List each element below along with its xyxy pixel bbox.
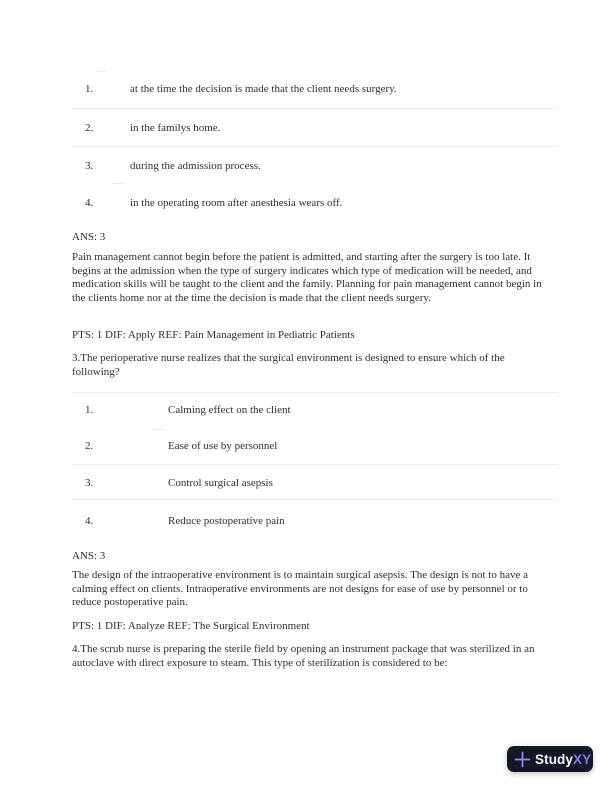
question-text: 3.The perioperative nurse realizes that the surgical environment is designed to ensure which of the following?: [72, 352, 505, 378]
option-number: 2.: [85, 440, 94, 452]
table-border-artifact: [112, 183, 124, 184]
option-text: Control surgical asepsis: [168, 477, 273, 489]
option-text: Ease of use by personnel: [168, 440, 278, 452]
row-divider: [72, 108, 558, 109]
option-number: 3.: [85, 160, 94, 172]
table-border-artifact: [152, 429, 164, 430]
answer-option-row: [85, 439, 555, 453]
rationale-text: Pain management cannot begin before the patient is admitted, and starting after the surgery is too late. It begins at the admission when the type of surgery indicates which type of medication will be needed, and medication skills will be taught to the client and the family. Planning for pain management cannot begin in the clients home nor at the time the decision is made that the client needs surgery.: [72, 251, 542, 304]
answer-line: ANS: 3: [72, 231, 106, 243]
option-text: in the familys home.: [130, 122, 221, 134]
answer-option-row: [85, 159, 555, 173]
row-divider: [72, 464, 558, 465]
plus-icon: [514, 751, 531, 768]
option-number: 3.: [85, 477, 94, 489]
option-text: at the time the decision is made that the client needs surgery.: [130, 83, 397, 95]
option-number: 2.: [85, 122, 94, 134]
answer-option-row: [85, 82, 555, 96]
answer-option-row: [85, 514, 555, 528]
row-divider: [72, 392, 558, 393]
brand-study-text: Study: [535, 751, 574, 767]
answer-option-row: [85, 476, 555, 490]
table-border-artifact: [97, 71, 106, 72]
option-number: 1.: [85, 404, 94, 416]
brand-xy-text: XY: [573, 751, 592, 767]
answer-line: ANS: 3: [72, 550, 106, 562]
studyxy-watermark[interactable]: [507, 746, 593, 772]
option-text: Calming effect on the client: [168, 404, 291, 416]
rationale-text: The design of the intraoperative environment is to maintain surgical asepsis. The design is not to have a calming effect on clients. Intraoperative environments are not designs for ease of use by personnel or to reduce postoperative pain.: [72, 569, 528, 608]
option-text: during the admission process.: [130, 160, 261, 172]
row-divider: [72, 499, 558, 500]
question-meta: PTS: 1 DIF: Analyze REF: The Surgical Environment: [72, 620, 310, 632]
question-meta: PTS: 1 DIF: Apply REF: Pain Management in Pediatric Patients: [72, 329, 355, 341]
answer-option-row: [85, 403, 555, 417]
question-text: 4.The scrub nurse is preparing the sterile field by opening an instrument package that was sterilized in an autoclave with direct exposure to steam. This type of sterilization is considered to be:: [72, 643, 535, 669]
option-text: Reduce postoperative pain: [168, 515, 285, 527]
option-number: 4.: [85, 197, 94, 209]
option-number: 4.: [85, 515, 94, 527]
row-divider: [72, 146, 558, 147]
option-number: 1.: [85, 83, 94, 95]
answer-option-row: [85, 121, 555, 135]
option-text: in the operating room after anesthesia wears off.: [130, 197, 343, 209]
answer-option-row: [85, 196, 555, 210]
brand-name: [535, 752, 591, 767]
